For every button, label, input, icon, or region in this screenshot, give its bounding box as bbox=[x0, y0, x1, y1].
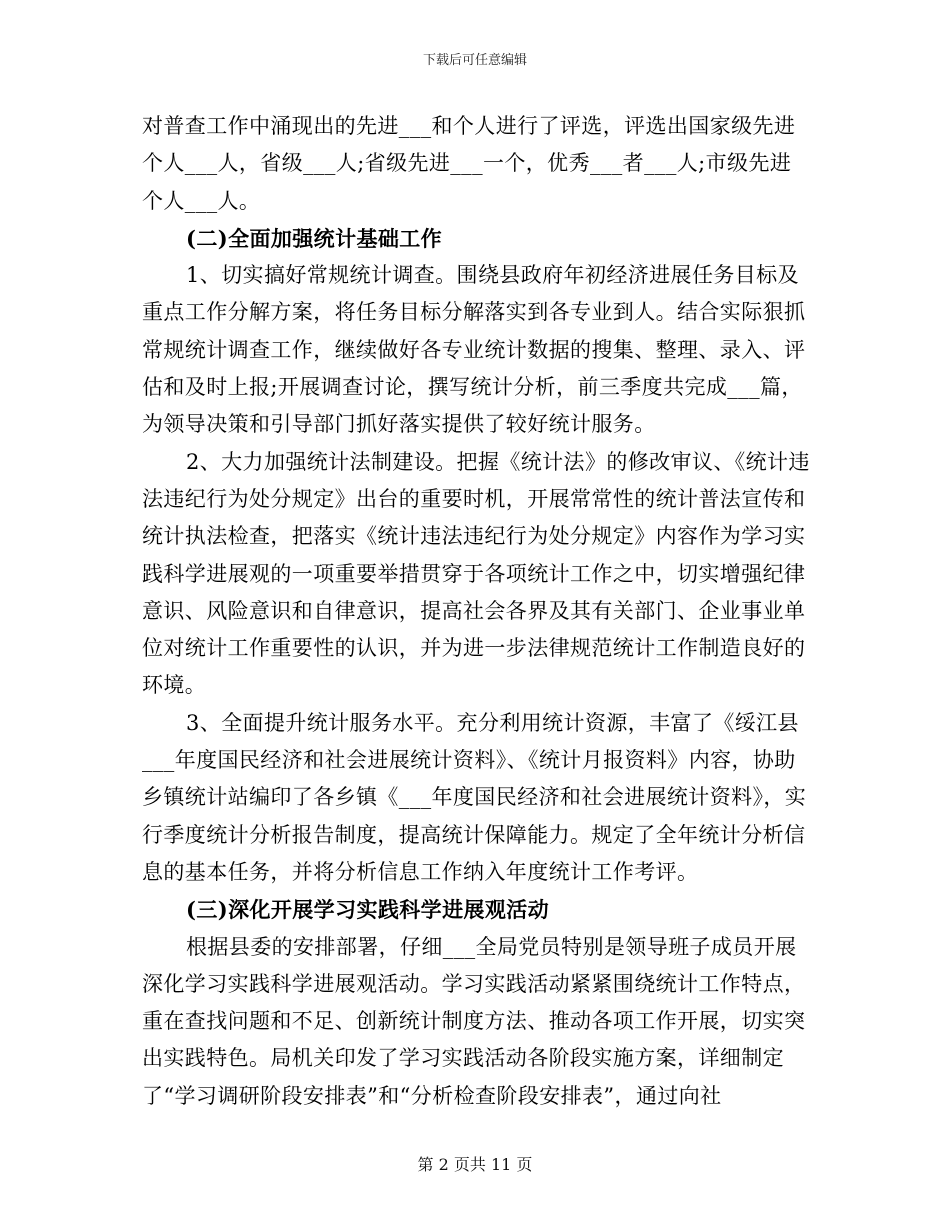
paragraph-practice-activity: 根据县委的安排部署，仔细___全局党员特别是领导班子成员开展深化学习实践科学进展观活动。学习实践活动紧紧围绕统计工作特点，重在查找问题和不足、创新统计制度方法、推动各项工作开展，切实突出实践特色。局机关印发了学习实践活动各阶段实施方案，详细制定了“学习调研阶段安排表”和“分析检查阶段安排表”，通过向社 bbox=[142, 934, 806, 1108]
page-header-note: 下载后可任意编辑 bbox=[422, 53, 527, 68]
page-number: 第 2 页共 11 页 bbox=[417, 1155, 533, 1174]
paragraph-intro: 对普查工作中涌现出的先进___和个人进行了评选，评选出国家级先进个人___人，省级___人;省级先进___一个，优秀___者___人;市级先进个人___人。 bbox=[142, 114, 796, 213]
section-heading-3: (三)深化开展学习实践科学进展观活动 bbox=[186, 897, 550, 923]
paragraph-statistics-survey: 1、切实搞好常规统计调查。围绕县政府年初经济进展任务目标及重点工作分解方案，将任务目标分解落实到各专业到人。结合实际狠抓常规统计调查工作，继续做好各专业统计数据的搜集、整理、录入、评估和及时上报;开展调查讨论，撰写统计分析，前三季度共完成___篇，为领导决策和引导部门抓好落实提供了较好统计服务。 bbox=[142, 263, 806, 437]
paragraph-statistics-service: 3、全面提升统计服务水平。充分利用统计资源，丰富了《绥江县___年度国民经济和社会进展统计资料》、《统计月报资料》内容，协助乡镇统计站编印了各乡镇《___年度国民经济和社会进展统计资料》，实行季度统计分析报告制度，提高统计保障能力。规定了全年统计分析信息的基本任务，并将分析信息工作纳入年度统计工作考评。 bbox=[142, 710, 807, 884]
document-body bbox=[142, 108, 812, 1115]
section-heading-2: (二)全面加强统计基础工作 bbox=[186, 225, 443, 251]
paragraph-statistics-law: 2、大力加强统计法制建设。把握《统计法》的修改审议、《统计违法违纪行为处分规定》出台的重要时机，开展常常性的统计普法宣传和统计执法检查，把落实《统计违法违纪行为处分规定》内容作为学习实践科学进展观的一项重要举措贯穿于各项统计工作之中，切实增强纪律意识、风险意识和自律意识，提高社会各界及其有关部门、企业事业单位对统计工作重要性的认识，并为进一步法律规范统计工作制造良好的环境。 bbox=[142, 449, 810, 698]
